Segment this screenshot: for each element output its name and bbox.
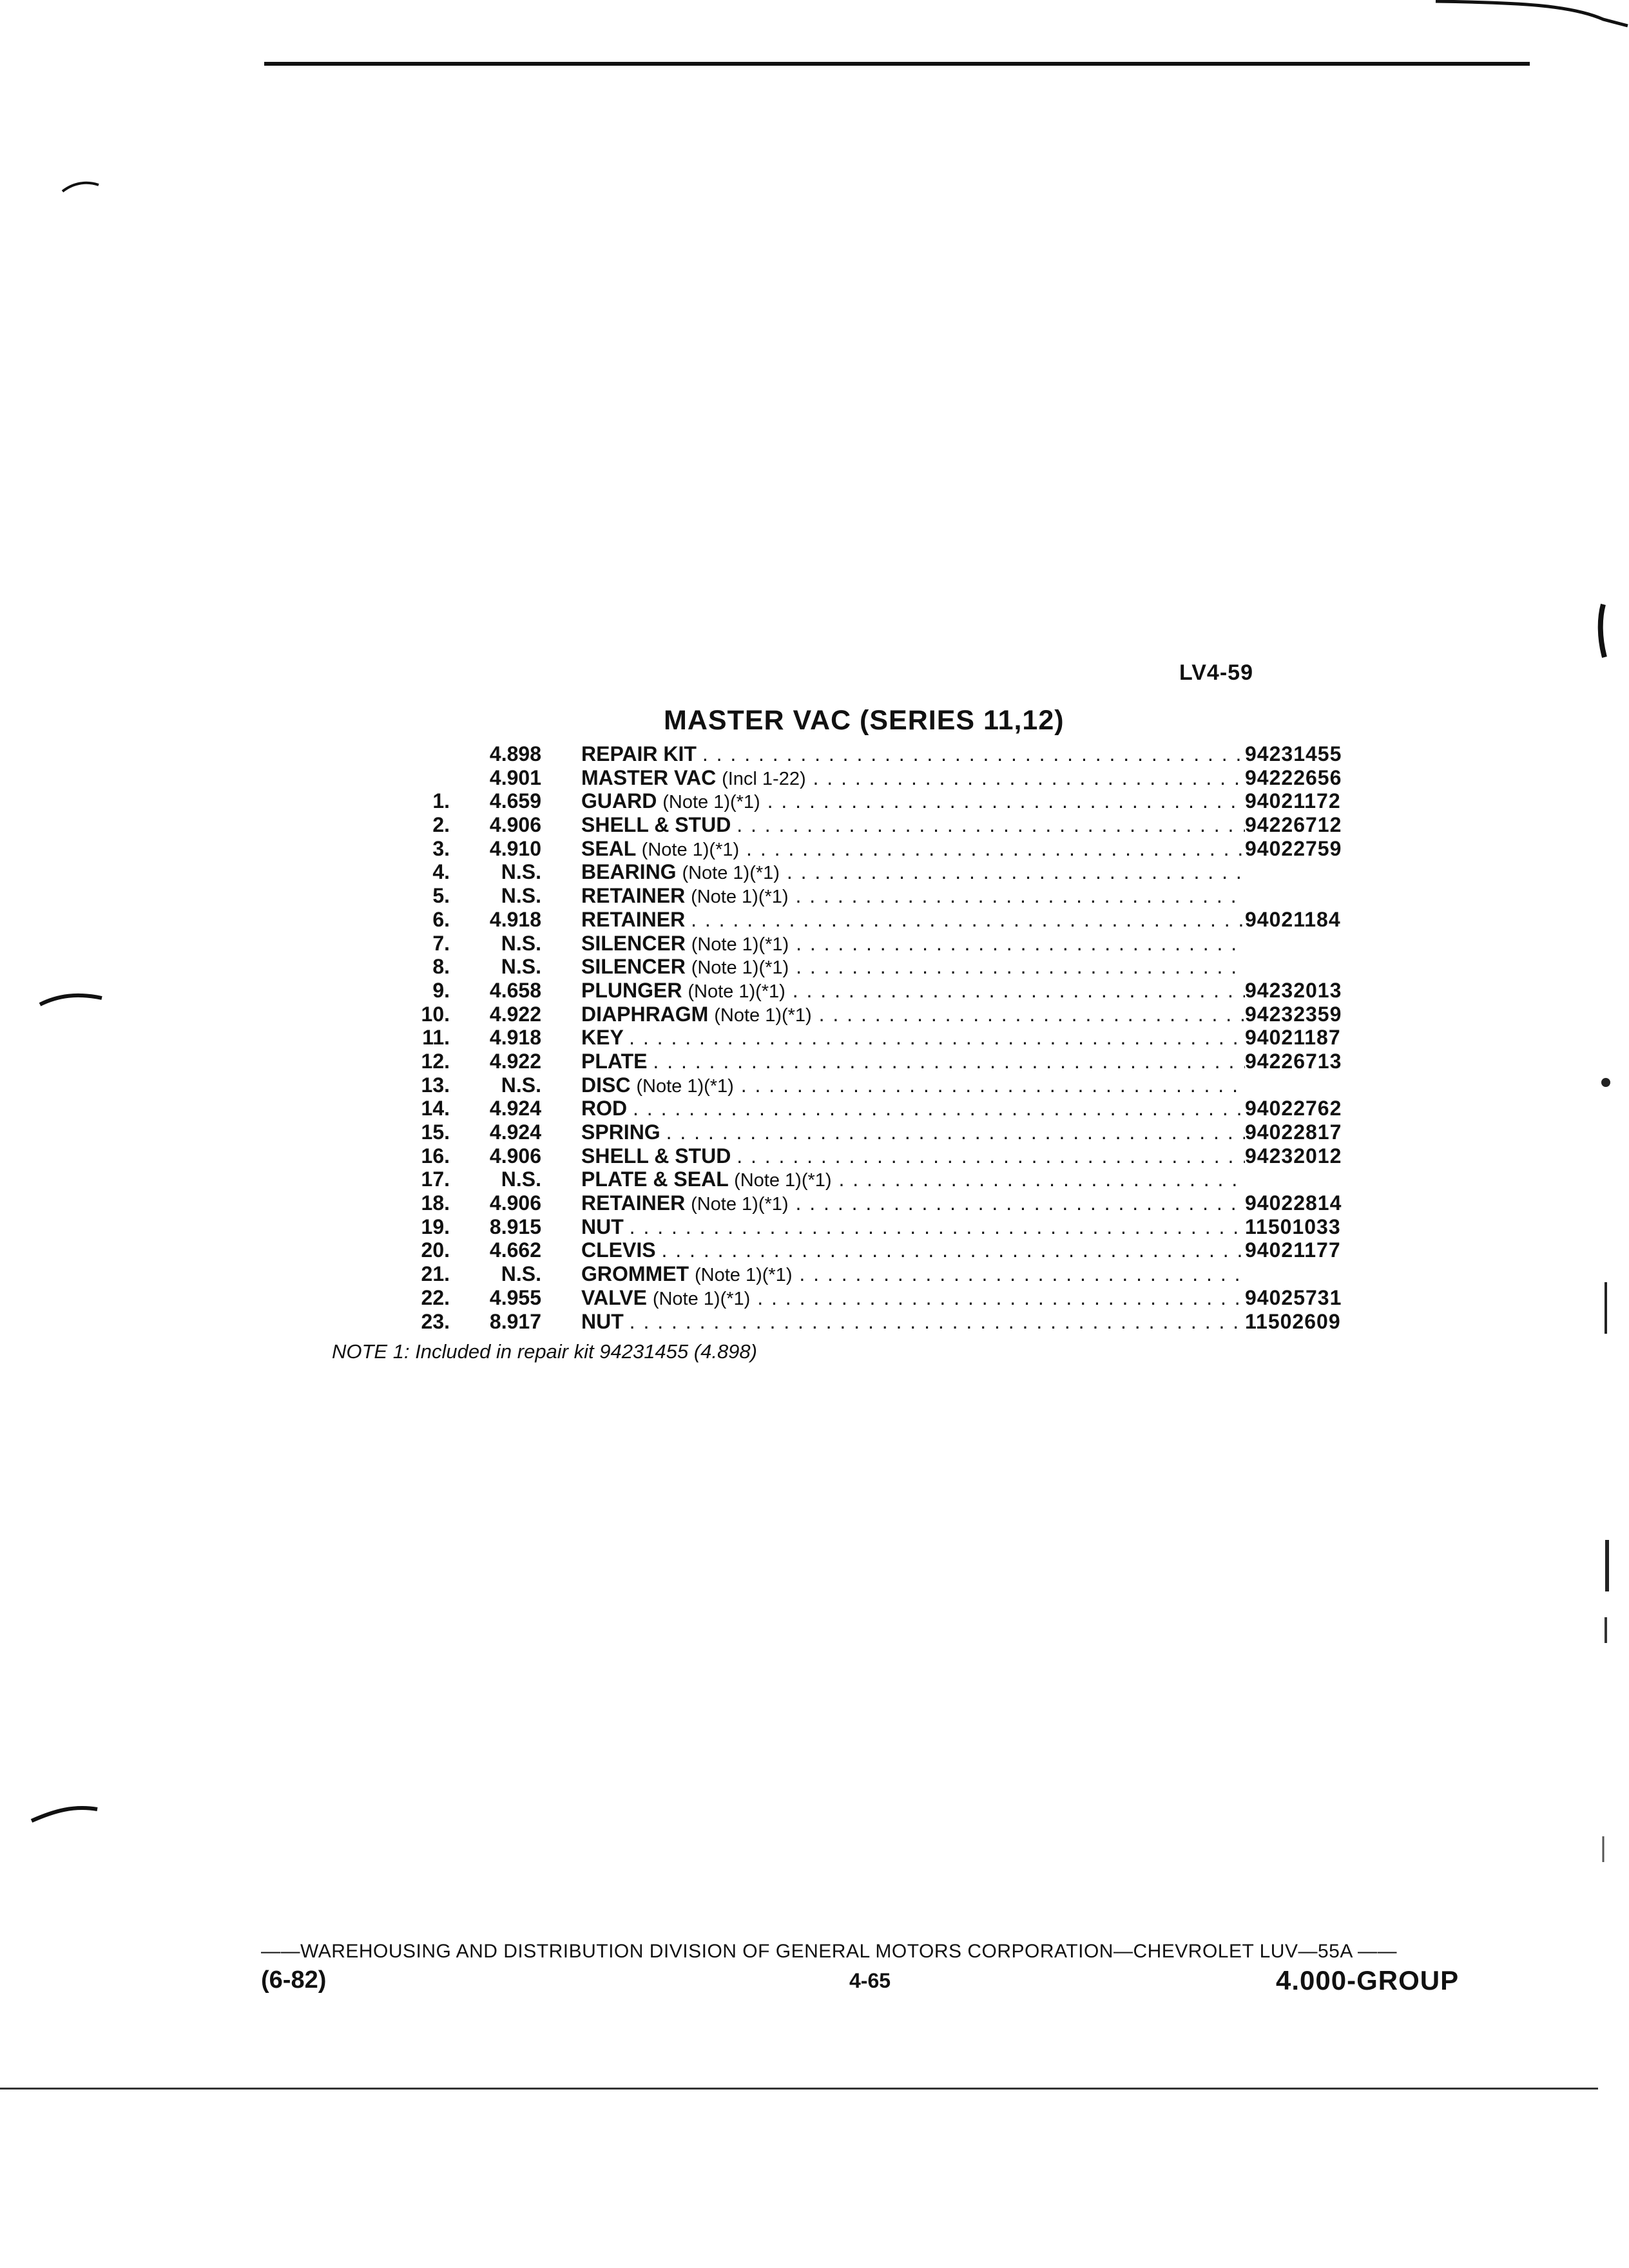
part-description — [581, 789, 1245, 814]
part-description — [581, 1168, 1245, 1193]
part-note: (Note 1)(*1) — [714, 1004, 812, 1026]
part-number: 11501033 — [1245, 1215, 1341, 1238]
item-number: 5. — [432, 884, 450, 908]
item-number: 7. — [432, 931, 450, 955]
part-name: RETAINER — [581, 884, 686, 908]
parts-row — [374, 1026, 1373, 1050]
parts-row — [374, 813, 1373, 837]
part-description — [581, 979, 1245, 1004]
group-number: 4.898 — [489, 742, 541, 765]
item-number: 17. — [421, 1168, 450, 1191]
part-number: 94021187 — [1245, 1026, 1341, 1050]
part-description — [581, 1120, 1245, 1146]
footer-page-number: 4-65 — [849, 1969, 891, 1992]
parts-row — [374, 742, 1373, 766]
item-number: 10. — [421, 1002, 450, 1026]
group-number: N.S. — [501, 955, 541, 979]
part-name: DISC — [581, 1073, 631, 1097]
part-name: DIAPHRAGM — [581, 1002, 709, 1026]
parts-row — [374, 1050, 1373, 1073]
item-number: 22. — [421, 1285, 450, 1309]
part-name: SEAL — [581, 836, 636, 860]
part-description — [581, 955, 1245, 980]
group-number: 4.659 — [489, 789, 541, 813]
item-number: 11. — [422, 1026, 450, 1050]
parts-row — [374, 1238, 1373, 1262]
part-description — [581, 1262, 1245, 1287]
part-name: SHELL & STUD — [581, 1144, 731, 1168]
part-description — [581, 837, 1245, 862]
parts-row — [374, 1097, 1373, 1120]
scan-margin-mark — [61, 177, 100, 197]
part-note: (Note 1)(*1) — [662, 792, 760, 813]
group-number: N.S. — [501, 860, 541, 884]
group-number: 4.922 — [489, 1002, 541, 1026]
part-name: NUT — [581, 1309, 624, 1333]
part-description — [581, 742, 1245, 767]
part-number: 94226713 — [1245, 1049, 1342, 1073]
part-name: RETAINER — [581, 1191, 686, 1215]
part-note: (Note 1)(*1) — [734, 1170, 832, 1191]
item-number: 13. — [421, 1073, 450, 1097]
scan-corner-curve — [1423, 0, 1629, 39]
part-note: (Note 1)(*1) — [641, 839, 740, 860]
footer-date: (6-82) — [261, 1966, 327, 1994]
part-number: 94022762 — [1245, 1097, 1342, 1120]
item-number: 12. — [421, 1049, 450, 1073]
part-note: (Incl 1-22) — [722, 768, 806, 789]
part-name: REPAIR KIT — [581, 742, 697, 765]
part-name: VALVE — [581, 1285, 647, 1309]
parts-row — [374, 1191, 1373, 1215]
part-description — [581, 884, 1245, 909]
parts-list — [374, 742, 1373, 1333]
group-number: 4.918 — [489, 1026, 541, 1050]
group-number: 4.910 — [489, 836, 541, 860]
part-description — [581, 1073, 1245, 1099]
item-number: 3. — [432, 836, 450, 860]
item-number: 16. — [421, 1144, 450, 1168]
part-number: 94232012 — [1245, 1144, 1342, 1168]
part-number: 94021172 — [1245, 789, 1341, 813]
part-number: 94021184 — [1245, 907, 1341, 931]
part-description — [581, 1238, 1245, 1264]
part-description — [581, 860, 1245, 885]
item-number: 1. — [432, 789, 450, 813]
part-name: PLATE & SEAL — [581, 1168, 729, 1191]
scan-margin-mark — [29, 1798, 100, 1830]
group-number: 4.924 — [489, 1120, 541, 1144]
part-number: 94022759 — [1245, 836, 1342, 860]
item-number: 23. — [421, 1309, 450, 1333]
part-note: (Note 1)(*1) — [691, 957, 789, 979]
item-number: 8. — [432, 955, 450, 979]
part-description — [581, 1310, 1245, 1335]
part-description — [581, 1003, 1245, 1028]
item-number: 15. — [421, 1120, 450, 1144]
group-number: N.S. — [501, 931, 541, 955]
parts-row — [374, 1120, 1373, 1144]
part-note: (Note 1)(*1) — [652, 1288, 751, 1309]
part-name: NUT — [581, 1215, 624, 1238]
part-description — [581, 813, 1245, 838]
part-name: SPRING — [581, 1120, 660, 1144]
part-number: 94226712 — [1245, 813, 1342, 837]
part-description — [581, 1050, 1245, 1075]
part-note: (Note 1)(*1) — [691, 1194, 789, 1215]
part-description — [581, 1144, 1245, 1169]
section-title: MASTER VAC (SERIES 11,12) — [664, 705, 1065, 736]
part-description — [581, 1191, 1245, 1216]
item-number: 14. — [421, 1097, 450, 1120]
part-note: (Note 1)(*1) — [682, 863, 780, 884]
part-name: GUARD — [581, 789, 657, 813]
part-name: GROMMET — [581, 1262, 689, 1286]
part-description — [581, 766, 1245, 791]
part-name: SHELL & STUD — [581, 813, 731, 837]
part-number: 11502609 — [1245, 1309, 1341, 1333]
part-note: (Note 1)(*1) — [636, 1075, 734, 1097]
scan-edge-marks — [1586, 599, 1619, 2094]
parts-row — [374, 1073, 1373, 1097]
part-number: 94222656 — [1245, 765, 1342, 789]
group-number: 4.901 — [489, 765, 541, 789]
part-name: SILENCER — [581, 931, 686, 955]
group-number: N.S. — [501, 1168, 541, 1191]
part-number: 94022817 — [1245, 1120, 1342, 1144]
top-rule — [264, 62, 1530, 66]
item-number: 2. — [432, 813, 450, 837]
parts-row — [374, 860, 1373, 884]
part-description — [581, 1215, 1245, 1240]
part-description — [581, 908, 1245, 933]
group-number: 4.906 — [489, 1191, 541, 1215]
parts-row — [374, 908, 1373, 932]
group-number: 4.906 — [489, 813, 541, 837]
part-description — [581, 1097, 1245, 1122]
part-name: BEARING — [581, 860, 677, 884]
scan-margin-mark — [39, 989, 103, 1015]
group-number: N.S. — [501, 1073, 541, 1097]
group-number: 4.658 — [489, 978, 541, 1002]
parts-row — [374, 1003, 1373, 1026]
parts-row — [374, 789, 1373, 813]
footer-group: 4.000-GROUP — [1276, 1965, 1460, 1995]
part-note: (Note 1)(*1) — [688, 981, 786, 1002]
group-number: 8.915 — [489, 1215, 541, 1238]
part-name: CLEVIS — [581, 1238, 656, 1262]
item-number: 9. — [432, 978, 450, 1002]
parts-row — [374, 1168, 1373, 1191]
group-number: 4.924 — [489, 1097, 541, 1120]
group-number: 4.662 — [489, 1238, 541, 1262]
group-number: 8.917 — [489, 1309, 541, 1333]
footnote: NOTE 1: Included in repair kit 94231455 (4.898) — [332, 1340, 757, 1363]
group-number: N.S. — [501, 1262, 541, 1286]
group-number: 4.955 — [489, 1285, 541, 1309]
parts-row — [374, 837, 1373, 861]
part-number: 94231455 — [1245, 742, 1342, 765]
group-number: 4.922 — [489, 1049, 541, 1073]
part-name: KEY — [581, 1026, 624, 1050]
part-number: 94232013 — [1245, 978, 1342, 1002]
footer-publisher-line: ——WAREHOUSING AND DISTRIBUTION DIVISION OF GENERAL MOTORS CORPORATION—CHEVROLET LUV—55A —— — [261, 1941, 1398, 1962]
item-number: 18. — [421, 1191, 450, 1215]
part-name: SILENCER — [581, 955, 686, 979]
parts-row — [374, 1286, 1373, 1310]
parts-row — [374, 1215, 1373, 1239]
part-name: RETAINER — [581, 907, 686, 931]
part-description — [581, 1286, 1245, 1311]
part-name: PLUNGER — [581, 978, 682, 1002]
bottom-rule — [0, 2088, 1598, 2090]
item-number: 4. — [432, 860, 450, 884]
parts-row — [374, 766, 1373, 790]
parts-row — [374, 955, 1373, 979]
item-number: 6. — [432, 907, 450, 931]
part-name: ROD — [581, 1097, 628, 1120]
part-number: 94021177 — [1245, 1238, 1341, 1262]
part-number: 94232359 — [1245, 1002, 1342, 1026]
part-note: (Note 1)(*1) — [694, 1265, 793, 1286]
parts-row — [374, 1144, 1373, 1168]
page-id: LV4-59 — [1179, 660, 1253, 685]
part-note: (Note 1)(*1) — [691, 934, 789, 955]
part-name: MASTER VAC — [581, 765, 717, 789]
part-number: 94025731 — [1245, 1285, 1342, 1309]
item-number: 21. — [421, 1262, 450, 1286]
parts-row — [374, 1310, 1373, 1334]
part-number: 94022814 — [1245, 1191, 1342, 1215]
part-note: (Note 1)(*1) — [691, 887, 789, 908]
parts-row — [374, 932, 1373, 956]
parts-row — [374, 979, 1373, 1003]
part-description — [581, 932, 1245, 957]
parts-row — [374, 884, 1373, 908]
group-number: N.S. — [501, 884, 541, 908]
group-number: 4.906 — [489, 1144, 541, 1168]
item-number: 20. — [421, 1238, 450, 1262]
part-description — [581, 1026, 1245, 1051]
group-number: 4.918 — [489, 907, 541, 931]
parts-row — [374, 1262, 1373, 1286]
part-name: PLATE — [581, 1049, 648, 1073]
item-number: 19. — [421, 1215, 450, 1238]
